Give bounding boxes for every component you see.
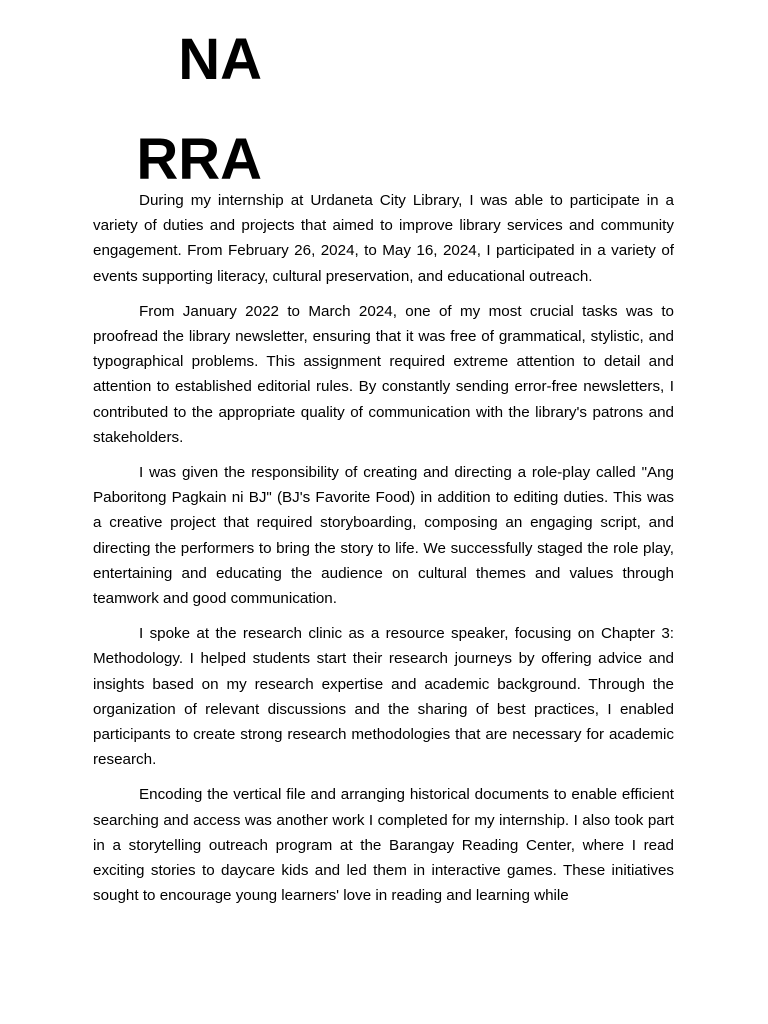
document-heading [0, 10, 360, 210]
document-body [93, 188, 674, 918]
paragraph-2: From January 2022 to March 2024, one of my most crucial tasks was to proofread the library newsletter, ensuring that it was free of grammatical, stylistic, and typographical problems. This assignment required extreme attention to detail and attention to established editorial rules. By constantly sending error-free newsletters, I contributed to the appropriate quality of communication with the library's patrons and stakeholders. [93, 302, 674, 446]
paragraph-5: Encoding the vertical file and arranging historical documents to enable efficient searching and access was another work I completed for my internship. I also took part in a storytelling outreach program at the Barangay Reading Center, where I read exciting stories to daycare kids and led them in interactive games. These initiatives sought to encourage young learners' love in reading and learning while [93, 786, 674, 905]
heading-line-1: NA [178, 27, 262, 92]
paragraph-4: I spoke at the research clinic as a resource speaker, focusing on Chapter 3: Methodology. I helped students start their research journeys by offering advice and insights based on my research expertise and academic background. Through the organization of relevant discussions and the sharing of best practices, I enabled participants to create strong research methodologies that are necessary for academic research. [93, 625, 674, 769]
paragraph-3: I was given the responsibility of creating and directing a role-play called "Ang Paboritong Pagkain ni BJ" (BJ's Favorite Food) in addition to editing duties. This was a creative project that required storyboarding, composing an engaging script, and directing the performers to bring the story to life. We successfully staged the role play, entertaining and educating the audience on cultural themes and values through teamwork and good communication. [93, 464, 674, 608]
paragraph-1: During my internship at Urdaneta City Library, I was able to participate in a variety of duties and projects that aimed to improve library services and community engagement. From February 26, 2024, to May 16, 2024, I participated in a variety of events supporting literacy, cultural preservation, and educational outreach. [93, 192, 674, 285]
heading-line-2: RRA [136, 127, 262, 192]
